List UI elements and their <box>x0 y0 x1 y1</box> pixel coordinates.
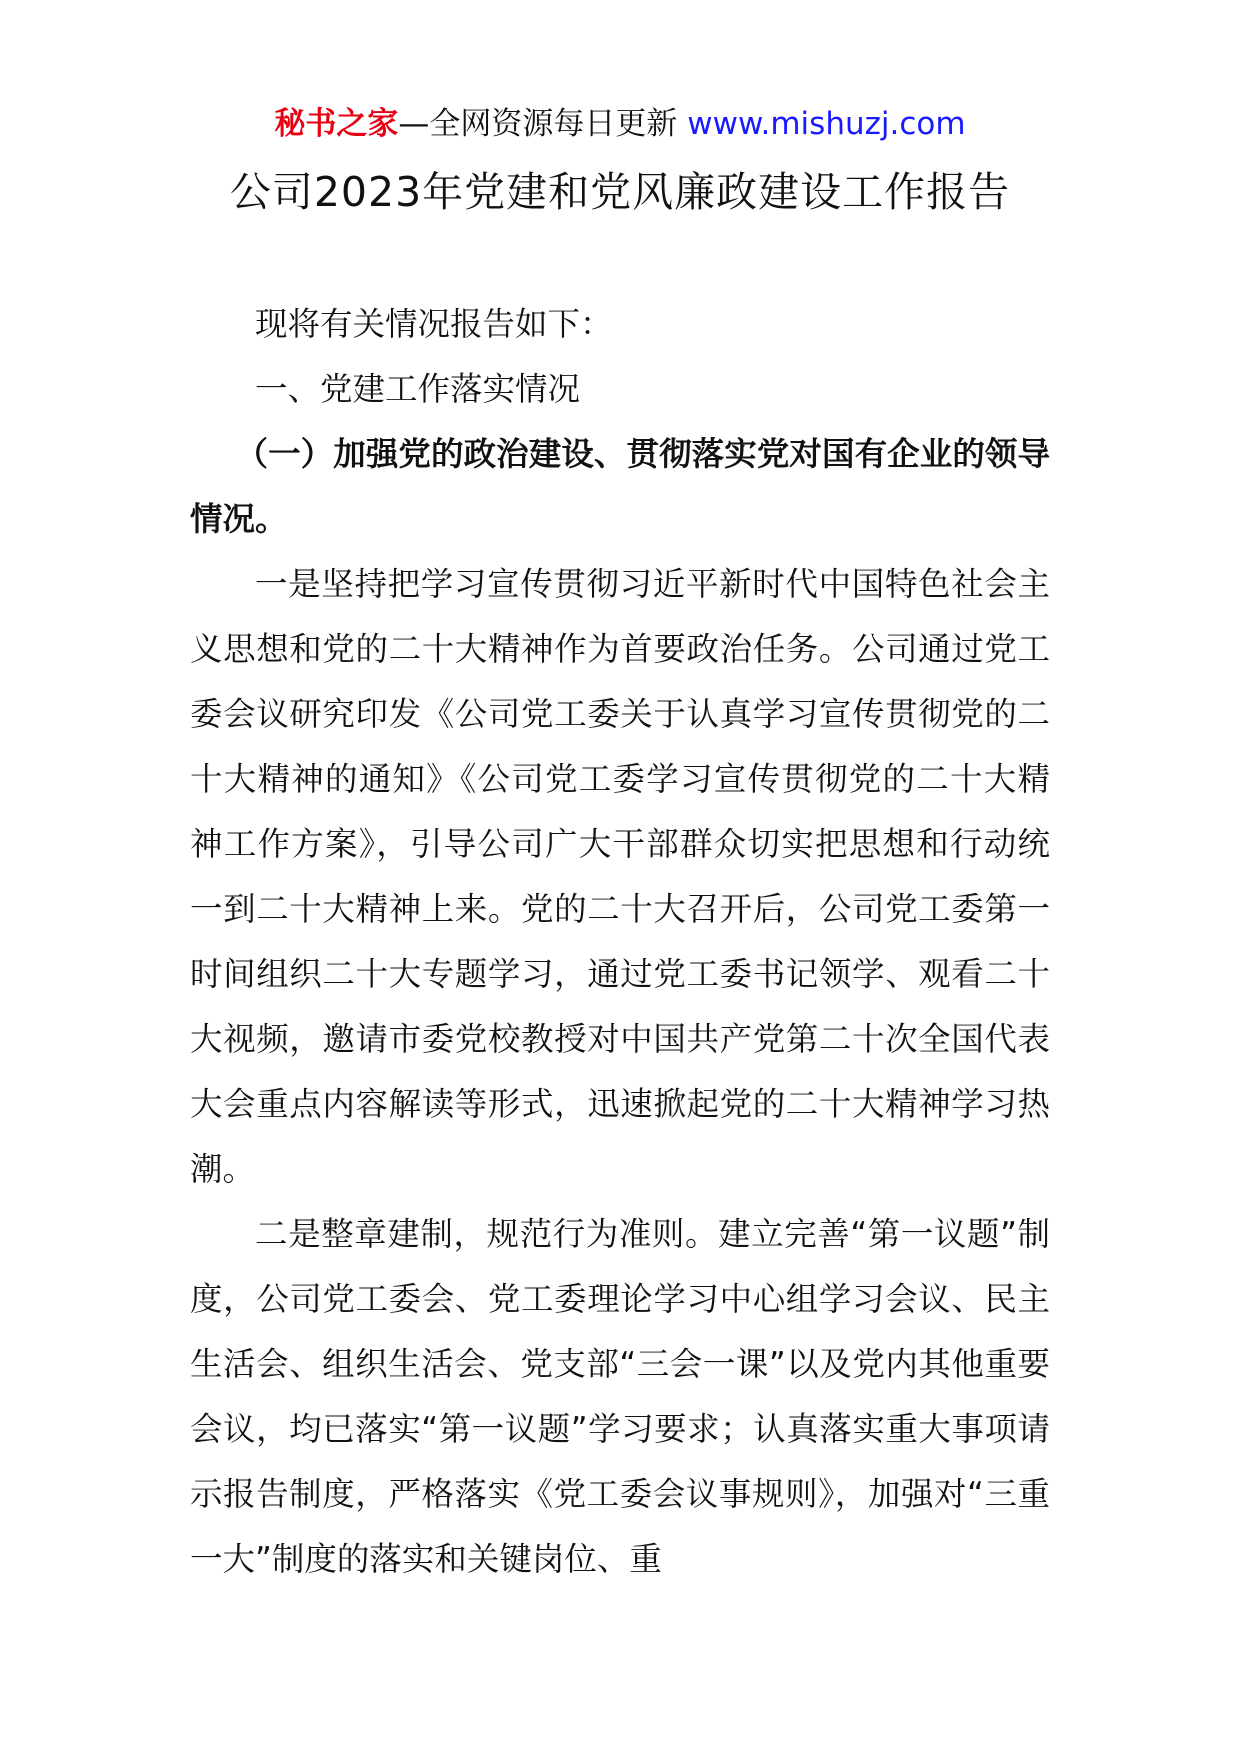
site-url-link[interactable]: www.mishuzj.com <box>687 106 966 142</box>
body-paragraph: 二是整章建制，规范行为准则。建立完善“第一议题”制度，公司党工委会、党工委理论学习中心组学习会议、民主生活会、组织生活会、党支部“三会一课”以及党内其他重要会议，均已落实“第一议题”学习要求；认真落实重大事项请示报告制度，严格落实《党工委会议事规则》，加强对“三重一大”制度的落实和关键岗位、重 <box>190 1215 1050 1578</box>
document-title: 公司2023年党建和党风廉政建设工作报告 <box>229 168 1011 216</box>
document-body <box>190 292 1050 1592</box>
intro-paragraph: 现将有关情况报告如下： <box>255 305 613 343</box>
body-paragraph: 一是坚持把学习宣传贯彻习近平新时代中国特色社会主义思想和党的二十大精神作为首要政治任务。公司通过党工委会议研究印发《公司党工委关于认真学习宣传贯彻党的二十大精神的通知》《公司党工委学习宣传贯彻党的二十大精神工作方案》，引导公司广大干部群众切实把思想和行动统一到二十大精神上来。党的二十大召开后，公司党工委第一时间组织二十大专题学习，通过党工委书记领学、观看二十大视频，邀请市委党校教授对中国共产党第二十次全国代表大会重点内容解读等形式，迅速掀起党的二十大精神学习热潮。 <box>190 565 1050 1188</box>
site-brand: 秘书之家 <box>274 106 399 142</box>
section-heading: 一、党建工作落实情况 <box>255 370 581 408</box>
subsection-heading: （一）加强党的政治建设、贯彻落实党对国有企业的领导情况。 <box>190 435 1050 538</box>
site-header <box>0 102 1240 146</box>
site-tagline: —全网资源每日更新 <box>398 106 678 142</box>
